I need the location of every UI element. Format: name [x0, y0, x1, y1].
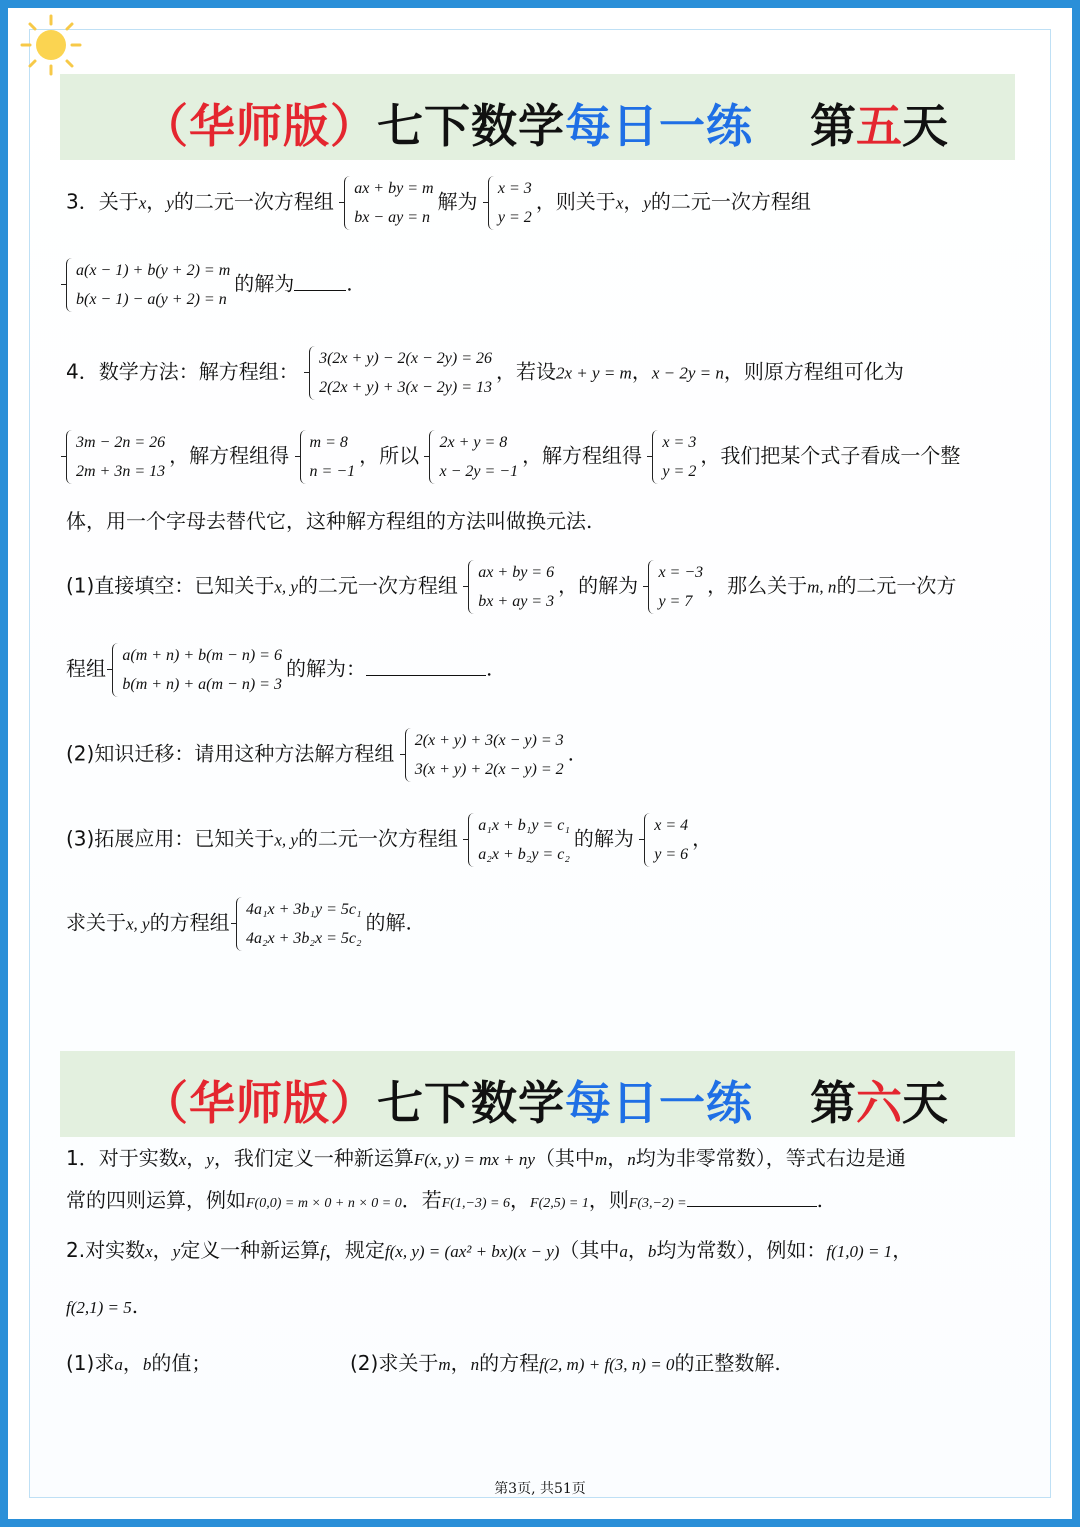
part-label: (1) [66, 573, 95, 598]
math: F(x, y) = mx + ny [413, 1150, 535, 1169]
eq-line: 3(x + y) + 2(x − y) = 2 [414, 761, 564, 778]
text: . [346, 271, 353, 296]
text: ， [122, 1351, 143, 1375]
text: ， [892, 1238, 913, 1262]
math: a [114, 1355, 123, 1374]
text: . [816, 1188, 823, 1212]
part-label: (1) [66, 1351, 95, 1375]
equation-system [468, 811, 570, 869]
q3-line2 [66, 256, 353, 314]
text: ， [627, 1238, 648, 1262]
text: 的解为 [573, 826, 634, 851]
math: f [320, 1242, 325, 1261]
part-label: (3) [66, 826, 95, 851]
q3-line1 [66, 174, 811, 232]
eq-line: y = 2 [662, 463, 697, 480]
q4-part3-line2 [66, 895, 412, 953]
day6-banner [60, 1051, 1015, 1137]
day6-day-label [810, 1067, 948, 1133]
equation-system [300, 428, 356, 486]
day5-day-label [810, 90, 948, 156]
eq-line: a(m + n) + b(m − n) = 6 [122, 647, 282, 664]
eq-line: b(m + n) + a(m − n) = 3 [122, 676, 282, 693]
eq-line: ax + by = m [354, 180, 434, 197]
title-subject: 七下数学 [377, 99, 565, 153]
text: . [485, 656, 493, 681]
math: F(2,5) = 1 [530, 1196, 589, 1211]
text: 常的四则运算，例如 [66, 1188, 246, 1212]
text: 的二元一次方程组 [297, 826, 458, 851]
math: y [206, 1150, 214, 1169]
math: F(0,0) = m × 0 + n × 0 = 0 [246, 1196, 402, 1211]
equation-system [652, 428, 696, 486]
q4-part2 [66, 726, 574, 784]
text: 拓展应用：已知关于 [94, 826, 275, 851]
math: n [470, 1355, 480, 1374]
text: ， [510, 1188, 531, 1212]
page-footer: 第3页, 共51页 [494, 1481, 586, 1497]
math: y [172, 1242, 181, 1261]
part-label: (2) [66, 741, 95, 766]
text: 的二元一次方程组 [650, 189, 811, 214]
eq-line: y = 7 [658, 593, 693, 610]
equation-system [309, 344, 492, 402]
d6q2-line2 [66, 1296, 138, 1316]
text: ．若 [401, 1188, 442, 1212]
eq-line: 2m + 3n = 13 [76, 463, 166, 480]
q4-line1 [66, 344, 904, 402]
day-number: 六 [856, 1076, 902, 1130]
math: F(1,−3) = 6 [441, 1196, 511, 1211]
math: b [647, 1242, 657, 1261]
eq-line: n = −1 [309, 463, 356, 480]
eq-line: ax + by = 6 [478, 564, 555, 581]
title-subject: 七下数学 [377, 1076, 565, 1130]
text: ，则关于 [535, 189, 616, 214]
text: 的方程 [479, 1351, 540, 1375]
text: 对于实数 [98, 1146, 179, 1170]
math: m, n [807, 577, 837, 597]
text: . [567, 741, 574, 766]
math: a [619, 1242, 628, 1261]
math: x, y [126, 914, 150, 934]
text: 的解为 [234, 271, 295, 296]
text: 的方程组 [149, 910, 230, 935]
text: ，我们定义一种新运算 [213, 1146, 414, 1170]
equation-system [344, 174, 433, 232]
text: ，的解为 [558, 573, 639, 598]
question-number: 3． [66, 189, 99, 214]
text: 体，用一个字母去替代它，这种解方程组的方法叫做换元法. [66, 509, 593, 533]
text: 求关于 [66, 910, 126, 935]
eq-line: a₂x + b₂y = c₂ [478, 846, 570, 863]
solution-system [648, 558, 703, 616]
eq-line: a(x − 1) + b(y + 2) = m [76, 262, 231, 279]
text: ，则原方程组可化为 [723, 359, 904, 384]
math: y [166, 193, 174, 213]
eq-line: x = 3 [497, 180, 532, 197]
text: ，解方程组得 [169, 443, 290, 468]
eq-line: 2(2x + y) + 3(x − 2y) = 13 [319, 379, 492, 396]
q4-part1-line2 [66, 641, 492, 699]
math: x [145, 1242, 153, 1261]
text: 求关于 [378, 1351, 439, 1375]
text: ， [450, 1351, 471, 1375]
text: 程组 [66, 656, 106, 681]
eq-line: x = 4 [654, 817, 689, 834]
day5-banner [60, 74, 1015, 160]
math: x [138, 193, 147, 213]
eq-line: 4a₁x + 3b₁y = 5c₁ [245, 901, 362, 918]
text: （其中 [534, 1146, 595, 1170]
answer-blank[interactable] [366, 675, 486, 676]
day-suffix: 天 [902, 99, 948, 153]
math: F(3,−2) = [628, 1196, 687, 1211]
day-number: 五 [856, 99, 902, 153]
text: ，规定 [324, 1238, 385, 1262]
text: ， [692, 826, 713, 851]
eq-line: a₁x + b₁y = c₁ [478, 817, 570, 834]
equation-system [112, 641, 282, 699]
math: n [627, 1150, 636, 1169]
text: 关于 [98, 189, 139, 214]
text: 均为常数），例如： [656, 1238, 827, 1262]
eq-line: 3m − 2n = 26 [76, 434, 166, 451]
text: ， [146, 189, 167, 214]
eq-line: 2x + y = 8 [439, 434, 508, 451]
q4-part1-line1 [66, 558, 956, 616]
equation-system [468, 558, 554, 616]
text: ， [186, 1146, 207, 1170]
eq-line: x = −3 [658, 564, 704, 581]
sun-icon [18, 12, 84, 78]
question-number: 1． [66, 1146, 99, 1170]
text: ，所以 [359, 443, 420, 468]
q4-line3 [66, 511, 592, 531]
text: 的二元一次方 [836, 573, 957, 598]
eq-line: 3(2x + y) − 2(x − 2y) = 26 [319, 350, 492, 367]
math: 2x + y = m [556, 363, 632, 383]
equation-system [429, 428, 518, 486]
day6-title [142, 1067, 753, 1133]
question-number: 4． [66, 359, 99, 384]
text: 定义一种新运算 [180, 1238, 321, 1262]
text: 的解. [365, 910, 412, 935]
eq-line: 2(x + y) + 3(x − y) = 3 [414, 732, 564, 749]
day-prefix: 第 [810, 99, 856, 153]
math: f(2, m) + f(3, n) = 0 [539, 1355, 675, 1374]
text: ， [623, 189, 644, 214]
day-prefix: 第 [810, 1076, 856, 1130]
eq-line: y = 6 [654, 846, 689, 863]
title-edition: （华师版） [142, 99, 377, 153]
part-label: (2) [350, 1351, 379, 1375]
d6q1-line2 [66, 1190, 823, 1211]
text: 知识迁移：请用这种方法解方程组 [94, 741, 395, 766]
answer-blank[interactable] [294, 290, 346, 291]
eq-line: 4a₂x + 3b₂x = 5c₂ [245, 930, 362, 947]
eq-line: y = 2 [497, 209, 532, 226]
title-daily: 每日一练 [565, 1076, 753, 1130]
text: 的二元一次方程组 [173, 189, 334, 214]
text: 求 [94, 1351, 115, 1375]
equation-system [66, 428, 165, 486]
text: 数学方法：解方程组： [98, 359, 299, 384]
text: 的正整数解. [674, 1351, 781, 1375]
eq-line: bx − ay = n [354, 209, 430, 226]
d6q2-part2 [350, 1353, 781, 1373]
text: 解为 [437, 189, 478, 214]
math: f(1,0) = 1 [826, 1242, 893, 1261]
equation-system [66, 256, 230, 314]
text: . [131, 1294, 139, 1318]
math: x [615, 193, 624, 213]
answer-blank[interactable] [687, 1206, 817, 1207]
eq-line: x = 3 [662, 434, 697, 451]
math: x [178, 1150, 187, 1169]
q4-line2 [66, 428, 960, 486]
eq-line: m = 8 [309, 434, 348, 451]
math: b [142, 1355, 152, 1374]
solution-system [644, 811, 688, 869]
math: f(2,1) = 5 [66, 1298, 132, 1317]
day5-title [142, 90, 753, 156]
title-daily: 每日一练 [565, 99, 753, 153]
text: 对实数 [85, 1238, 146, 1262]
text: ， [631, 359, 652, 384]
text: 的值； [151, 1351, 212, 1375]
d6q2-part1 [66, 1353, 211, 1373]
eq-line: b(x − 1) − a(y + 2) = n [76, 291, 227, 308]
solution-system [488, 174, 532, 232]
math: x, y [274, 577, 298, 597]
math: m [438, 1355, 451, 1374]
text: ，解方程组得 [522, 443, 643, 468]
text: ， [607, 1146, 628, 1170]
text: ， [152, 1238, 173, 1262]
d6q2-line1 [66, 1240, 912, 1260]
equation-system [405, 726, 564, 784]
math: f(x, y) = (ax² + bx)(x − y) [384, 1242, 560, 1261]
q4-part3-line1 [66, 811, 712, 869]
text: ，我们把某个式子看成一个整 [700, 443, 961, 468]
question-number: 2. [66, 1238, 86, 1262]
text: 直接填空：已知关于 [94, 573, 275, 598]
math: m [594, 1150, 608, 1169]
day-suffix: 天 [902, 1076, 948, 1130]
math: y [643, 193, 651, 213]
title-edition: （华师版） [142, 1076, 377, 1130]
equation-system [236, 895, 362, 953]
math: x, y [274, 830, 298, 850]
eq-line: bx + ay = 3 [478, 593, 555, 610]
d6q1-line1 [66, 1148, 906, 1168]
text: ，那么关于 [707, 573, 808, 598]
math: x − 2y = n [651, 363, 724, 383]
eq-line: x − 2y = −1 [439, 463, 519, 480]
text: 均为非零常数），等式右边是通 [635, 1146, 906, 1170]
text: （其中 [559, 1238, 620, 1262]
text: ，若设 [496, 359, 556, 384]
text: ，则 [588, 1188, 629, 1212]
text: 的二元一次方程组 [297, 573, 458, 598]
text: 的解为： [285, 656, 366, 681]
